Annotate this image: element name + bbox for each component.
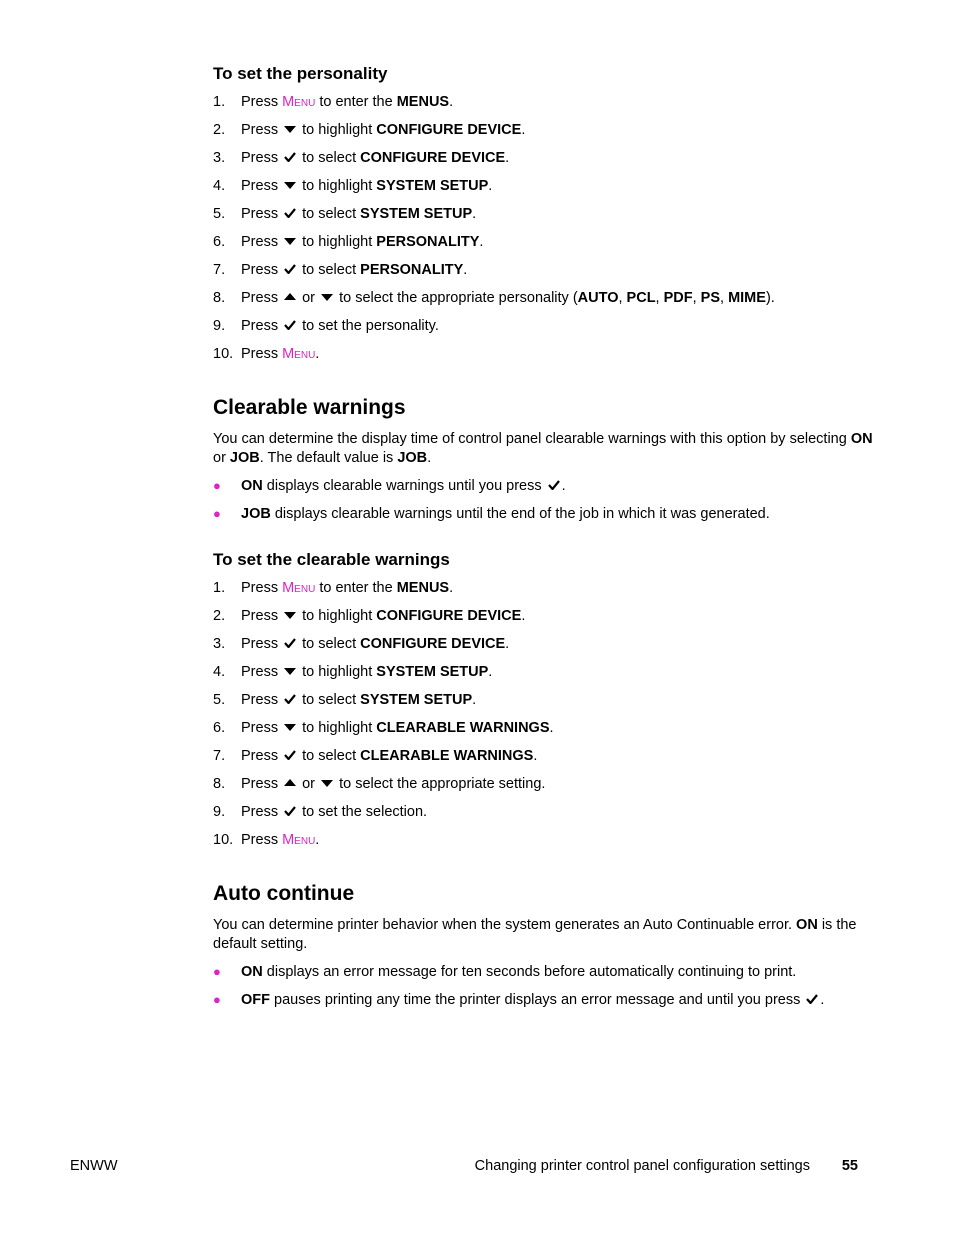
text-run: to select bbox=[298, 748, 361, 764]
menu-item-name: AUTO bbox=[577, 290, 619, 306]
text-run: . bbox=[505, 150, 510, 166]
step-item bbox=[213, 606, 873, 634]
auto-continue-intro bbox=[213, 916, 873, 954]
menu-item-name: PDF bbox=[663, 290, 693, 306]
text-run: to select bbox=[298, 636, 361, 652]
menu-item-name: PERSONALITY bbox=[376, 234, 480, 250]
text-run: Press bbox=[241, 262, 283, 278]
checkmark-icon bbox=[284, 260, 296, 280]
text-run: Press bbox=[241, 346, 283, 362]
step-number: 3. bbox=[213, 636, 226, 652]
text-run: Press bbox=[241, 664, 283, 680]
text-run: . bbox=[505, 636, 510, 652]
checkmark-icon bbox=[284, 204, 296, 224]
menu-item-name: SYSTEM SETUP bbox=[376, 178, 489, 194]
text-run: , bbox=[692, 290, 701, 306]
menu-item-name: ON bbox=[850, 431, 873, 447]
up-arrow-icon bbox=[284, 288, 296, 308]
bullet-dot-icon: ● bbox=[213, 992, 221, 1007]
text-run: is the default setting. bbox=[213, 917, 857, 952]
step-item bbox=[213, 260, 873, 288]
step-item bbox=[213, 718, 873, 746]
text-run: or bbox=[298, 776, 320, 792]
set-personality-section bbox=[213, 62, 873, 372]
step-item bbox=[213, 662, 873, 690]
text-run: displays an error message for ten seconds before automatically continuing to print. bbox=[262, 964, 797, 980]
footer-left-label: ENWW bbox=[70, 1158, 118, 1174]
footer-chapter-title: Changing printer control panel configuration settings bbox=[474, 1158, 810, 1174]
step-item bbox=[213, 746, 873, 774]
step-item bbox=[213, 148, 873, 176]
menu-item-name: CLEARABLE WARNINGS bbox=[376, 720, 550, 736]
menu-key-label: Menu bbox=[282, 346, 316, 362]
menu-item-name: SYSTEM SETUP bbox=[376, 664, 489, 680]
set-clearable-warnings-heading: To set the clearable warnings bbox=[213, 550, 450, 569]
text-run: . bbox=[820, 992, 825, 1008]
text-run: . bbox=[449, 580, 454, 596]
text-run: to highlight bbox=[298, 664, 377, 680]
step-number: 10. bbox=[213, 832, 234, 848]
checkmark-icon bbox=[284, 802, 296, 822]
text-run: . bbox=[533, 748, 538, 764]
text-run: Press bbox=[241, 234, 283, 250]
text-run: . bbox=[488, 178, 493, 194]
text-run: Press bbox=[241, 804, 283, 820]
down-arrow-icon bbox=[284, 176, 296, 196]
text-run: to select bbox=[298, 206, 361, 222]
step-number: 4. bbox=[213, 178, 226, 194]
checkmark-icon bbox=[284, 634, 296, 654]
text-run: to highlight bbox=[298, 178, 377, 194]
down-arrow-icon bbox=[321, 774, 333, 794]
clearable-warnings-heading: Clearable warnings bbox=[213, 396, 406, 419]
step-item bbox=[213, 232, 873, 260]
step-number: 9. bbox=[213, 318, 226, 334]
menu-item-name: SYSTEM SETUP bbox=[360, 692, 473, 708]
step-number: 3. bbox=[213, 150, 226, 166]
down-arrow-icon bbox=[284, 120, 296, 140]
step-number: 10. bbox=[213, 346, 234, 362]
step-number: 6. bbox=[213, 234, 226, 250]
auto-continue-heading: Auto continue bbox=[213, 882, 355, 905]
menu-item-name: PS bbox=[700, 290, 721, 306]
menu-item-name: MENUS bbox=[396, 580, 450, 596]
text-run: . The default value is bbox=[259, 450, 398, 466]
text-run: . bbox=[315, 346, 320, 362]
menu-item-name: JOB bbox=[241, 506, 271, 522]
down-arrow-icon bbox=[284, 606, 296, 626]
text-run: to highlight bbox=[298, 608, 377, 624]
step-number: 6. bbox=[213, 720, 226, 736]
text-run: to select bbox=[298, 150, 361, 166]
checkmark-icon bbox=[284, 690, 296, 710]
text-run: You can determine the display time of control panel clearable warnings with this option by selecting bbox=[213, 431, 851, 447]
menu-item-name: PCL bbox=[626, 290, 656, 306]
step-number: 8. bbox=[213, 776, 226, 792]
page-content bbox=[213, 62, 873, 1018]
step-item bbox=[213, 92, 873, 120]
text-run: to highlight bbox=[298, 234, 377, 250]
clearable-warnings-section bbox=[213, 394, 873, 532]
menu-key-label: Menu bbox=[282, 580, 316, 596]
down-arrow-icon bbox=[284, 662, 296, 682]
page-number: 55 bbox=[841, 1158, 858, 1174]
text-run: to select bbox=[298, 262, 361, 278]
step-number: 9. bbox=[213, 804, 226, 820]
bullet-item bbox=[213, 476, 873, 504]
bullet-item bbox=[213, 990, 873, 1018]
menu-item-name: CLEARABLE WARNINGS bbox=[360, 748, 534, 764]
checkmark-icon bbox=[284, 746, 296, 766]
menu-item-name: CONFIGURE DEVICE bbox=[376, 122, 522, 138]
bullet-dot-icon: ● bbox=[213, 478, 221, 493]
text-run: or bbox=[298, 290, 320, 306]
text-run: to set the selection. bbox=[298, 804, 428, 820]
text-run: ). bbox=[765, 290, 775, 306]
down-arrow-icon bbox=[284, 232, 296, 252]
set-personality-heading: To set the personality bbox=[213, 64, 388, 83]
step-number: 7. bbox=[213, 262, 226, 278]
menu-key-label: Menu bbox=[282, 832, 316, 848]
step-item bbox=[213, 690, 873, 718]
text-run: to highlight bbox=[298, 122, 377, 138]
text-run: Press bbox=[241, 832, 283, 848]
text-run: . bbox=[315, 832, 320, 848]
step-item bbox=[213, 830, 873, 858]
menu-item-name: JOB bbox=[229, 450, 260, 466]
menu-item-name: ON bbox=[796, 917, 818, 933]
clearable-warnings-intro bbox=[213, 430, 873, 468]
text-run: displays clearable warnings until you press bbox=[262, 478, 546, 494]
text-run: Press bbox=[241, 692, 283, 708]
menu-item-name: CONFIGURE DEVICE bbox=[360, 636, 506, 652]
text-run: to enter the bbox=[315, 94, 397, 110]
text-run: to select the appropriate setting. bbox=[335, 776, 546, 792]
checkmark-icon bbox=[806, 990, 818, 1010]
text-run: to select the appropriate personality ( bbox=[335, 290, 578, 306]
text-run: . bbox=[521, 122, 526, 138]
text-run: Press bbox=[241, 776, 283, 792]
step-number: 5. bbox=[213, 692, 226, 708]
down-arrow-icon bbox=[321, 288, 333, 308]
menu-item-name: CONFIGURE DEVICE bbox=[360, 150, 506, 166]
menu-item-name: MIME bbox=[728, 290, 766, 306]
text-run: You can determine printer behavior when the system generates an Auto Continuable error. bbox=[213, 917, 797, 933]
menu-item-name: JOB bbox=[397, 450, 428, 466]
text-run: to enter the bbox=[315, 580, 397, 596]
text-run: or bbox=[213, 450, 230, 466]
up-arrow-icon bbox=[284, 774, 296, 794]
menu-item-name: CONFIGURE DEVICE bbox=[376, 608, 522, 624]
text-run: Press bbox=[241, 122, 283, 138]
text-run: . bbox=[427, 450, 432, 466]
text-run: Press bbox=[241, 580, 283, 596]
text-run: . bbox=[488, 664, 493, 680]
step-item bbox=[213, 634, 873, 662]
checkmark-icon bbox=[284, 316, 296, 336]
down-arrow-icon bbox=[284, 718, 296, 738]
text-run: to set the personality. bbox=[298, 318, 439, 334]
set-clearable-warnings-section bbox=[213, 548, 873, 858]
checkmark-icon bbox=[548, 476, 560, 496]
step-item bbox=[213, 204, 873, 232]
menu-item-name: PERSONALITY bbox=[360, 262, 464, 278]
text-run: Press bbox=[241, 178, 283, 194]
bullet-item bbox=[213, 962, 873, 990]
text-run: , bbox=[655, 290, 664, 306]
step-item bbox=[213, 176, 873, 204]
text-run: Press bbox=[241, 206, 283, 222]
step-number: 7. bbox=[213, 748, 226, 764]
auto-continue-section bbox=[213, 880, 873, 1018]
step-item bbox=[213, 316, 873, 344]
step-number: 1. bbox=[213, 94, 226, 110]
set-personality-steps bbox=[213, 92, 873, 372]
step-number: 5. bbox=[213, 206, 226, 222]
clearable-warnings-options bbox=[213, 476, 873, 532]
menu-item-name: ON bbox=[241, 478, 263, 494]
step-number: 2. bbox=[213, 122, 226, 138]
step-item bbox=[213, 120, 873, 148]
text-run: . bbox=[463, 262, 468, 278]
menu-item-name: OFF bbox=[241, 992, 270, 1008]
text-run: Press bbox=[241, 290, 283, 306]
text-run: Press bbox=[241, 94, 283, 110]
text-run: Press bbox=[241, 318, 283, 334]
step-item bbox=[213, 802, 873, 830]
text-run: Press bbox=[241, 150, 283, 166]
step-item bbox=[213, 344, 873, 372]
step-item bbox=[213, 774, 873, 802]
bullet-item bbox=[213, 504, 873, 532]
menu-item-name: ON bbox=[241, 964, 263, 980]
text-run: . bbox=[549, 720, 554, 736]
text-run: pauses printing any time the printer displays an error message and until you press bbox=[270, 992, 805, 1008]
text-run: Press bbox=[241, 720, 283, 736]
text-run: . bbox=[472, 206, 477, 222]
text-run: . bbox=[561, 478, 566, 494]
menu-item-name: SYSTEM SETUP bbox=[360, 206, 473, 222]
text-run: to select bbox=[298, 692, 361, 708]
text-run: Press bbox=[241, 608, 283, 624]
text-run: Press bbox=[241, 636, 283, 652]
step-number: 4. bbox=[213, 664, 226, 680]
step-number: 2. bbox=[213, 608, 226, 624]
menu-item-name: MENUS bbox=[396, 94, 450, 110]
text-run: displays clearable warnings until the end of the job in which it was generated. bbox=[270, 506, 770, 522]
auto-continue-options bbox=[213, 962, 873, 1018]
checkmark-icon bbox=[284, 148, 296, 168]
text-run: Press bbox=[241, 748, 283, 764]
step-number: 8. bbox=[213, 290, 226, 306]
text-run: , bbox=[618, 290, 627, 306]
set-clearable-warnings-steps bbox=[213, 578, 873, 858]
text-run: . bbox=[449, 94, 454, 110]
step-item bbox=[213, 288, 873, 316]
text-run: to highlight bbox=[298, 720, 377, 736]
text-run: . bbox=[479, 234, 484, 250]
step-number: 1. bbox=[213, 580, 226, 596]
bullet-dot-icon: ● bbox=[213, 964, 221, 979]
step-item bbox=[213, 578, 873, 606]
menu-key-label: Menu bbox=[282, 94, 316, 110]
bullet-dot-icon: ● bbox=[213, 506, 221, 521]
text-run: . bbox=[521, 608, 526, 624]
text-run: , bbox=[720, 290, 729, 306]
text-run: . bbox=[472, 692, 477, 708]
